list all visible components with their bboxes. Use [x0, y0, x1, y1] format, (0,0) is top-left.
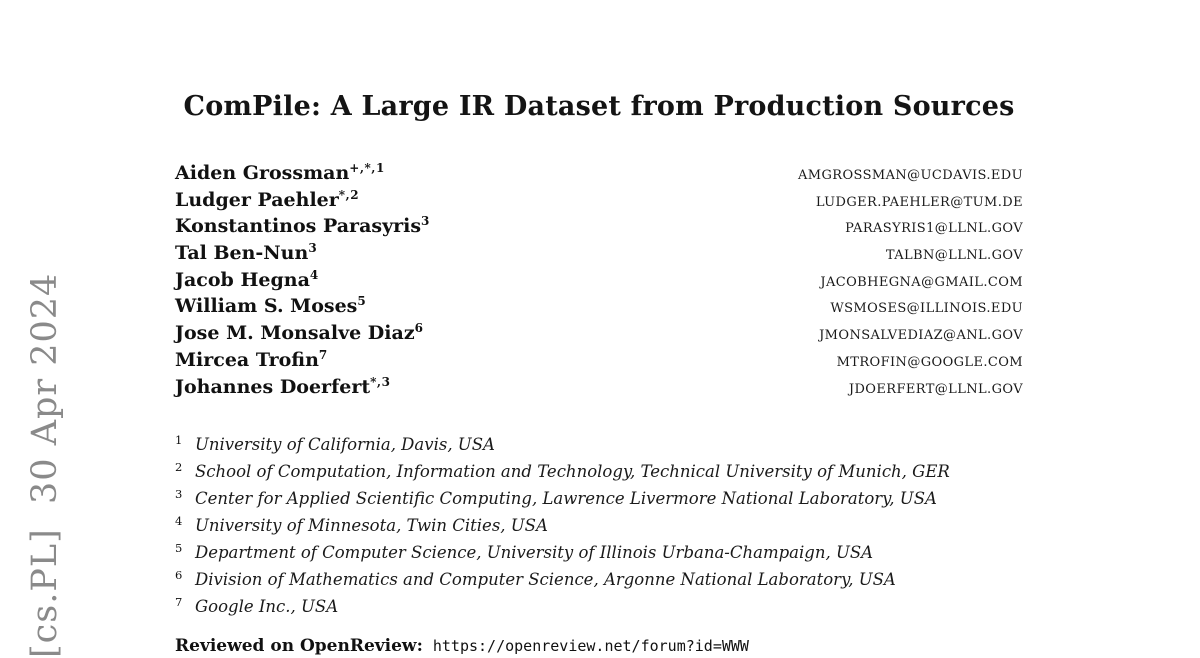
openreview-label: Reviewed on OpenReview: [175, 636, 423, 656]
author-name: William S. Moses$^5$ [175, 294, 367, 318]
author-list [175, 161, 1023, 401]
author-email: PARASYRIS1@LLNL.GOV [845, 221, 1023, 237]
affiliation-number: 3 [175, 487, 183, 501]
author-email: JMONSALVEDIAZ@ANL.GOV [819, 328, 1023, 344]
author-name: Jacob Hegna$^4$ [175, 267, 319, 291]
author-email: MTROFIN@GOOGLE.COM [836, 354, 1023, 370]
affiliation-row [175, 589, 1045, 616]
author-affil-marker: *,3 [370, 374, 391, 389]
author-affil-marker: 5 [357, 294, 367, 309]
author-row [175, 348, 1023, 375]
affiliation-text: Center for Applied Scientific Computing, Lawrence Livermore National Laboratory, USA [195, 489, 937, 508]
author-row [175, 321, 1023, 348]
affiliation-number: 2 [175, 460, 183, 474]
author-name: Jose M. Monsalve Diaz$^6$ [175, 321, 424, 345]
author-affil-marker: 6 [414, 321, 424, 336]
affiliation-number: 6 [175, 568, 183, 582]
affiliation-number: 7 [175, 595, 183, 609]
affiliation-text: Division of Mathematics and Computer Science, Argonne National Laboratory, USA [195, 570, 896, 589]
author-row [175, 214, 1023, 241]
author-email: LUDGER.PAEHLER@TUM.DE [815, 194, 1023, 210]
author-affil-marker: 3 [421, 214, 430, 229]
affiliation-row [175, 562, 1045, 589]
author-row [175, 375, 1023, 402]
author-name: Ludger Paehler$^{*,2}$ [175, 187, 360, 211]
author-name: Aiden Grossman$^{+,*,1}$ [175, 161, 385, 184]
author-row [175, 268, 1023, 295]
affiliation-row [175, 535, 1045, 562]
author-email: JDOERFERT@LLNL.GOV [848, 381, 1023, 397]
affiliation-row [175, 427, 1045, 454]
affiliation-row [175, 454, 1045, 481]
affiliation-row [175, 481, 1045, 508]
author-email: TALBN@LLNL.GOV [885, 248, 1023, 264]
affiliation-text: School of Computation, Information and Technology, Technical University of Munich, GER [195, 462, 950, 481]
arxiv-category-date-stamp: [cs.PL] 30 Apr 2024 [25, 272, 65, 658]
affiliation-number: 1 [175, 433, 183, 447]
affiliation-text: University of California, Davis, USA [195, 435, 495, 454]
author-name: Konstantinos Parasyris$^3$ [175, 214, 430, 238]
affiliation-text: University of Minnesota, Twin Cities, USA [195, 516, 548, 535]
author-affil-marker: 3 [308, 241, 318, 256]
affiliation-number: 5 [175, 541, 183, 555]
author-name: Johannes Doerfert$^{*,3}$ [175, 374, 391, 398]
affiliation-list [175, 427, 1045, 616]
author-email: AMGROSSMAN@UCDAVIS.EDU [797, 168, 1023, 183]
paper-title: ComPile: A Large IR Dataset from Production Sources [183, 91, 1015, 122]
author-affil-marker: *,2 [338, 187, 360, 202]
author-affil-marker: +,*,1 [349, 161, 385, 175]
author-row [175, 188, 1023, 215]
affiliation-number: 4 [175, 514, 183, 528]
openreview-url-link[interactable]: https://openreview.net/forum?id=WWW [432, 637, 749, 655]
author-row [175, 294, 1023, 321]
openreview-line [175, 636, 749, 656]
author-row [175, 241, 1023, 268]
author-affil-marker: 7 [318, 347, 328, 362]
author-name: Mircea Trofin$^7$ [175, 347, 328, 371]
author-email: JACOBHEGNA@GMAIL.COM [820, 274, 1023, 290]
author-row [175, 161, 1023, 188]
author-affil-marker: 4 [309, 267, 319, 282]
affiliation-text: Department of Computer Science, University of Illinois Urbana-Champaign, USA [195, 543, 874, 562]
affiliation-text: Google Inc., USA [195, 597, 339, 616]
author-email: WSMOSES@ILLINOIS.EDU [830, 301, 1023, 317]
affiliation-row [175, 508, 1045, 535]
author-name: Tal Ben-Nun$^3$ [175, 241, 318, 265]
